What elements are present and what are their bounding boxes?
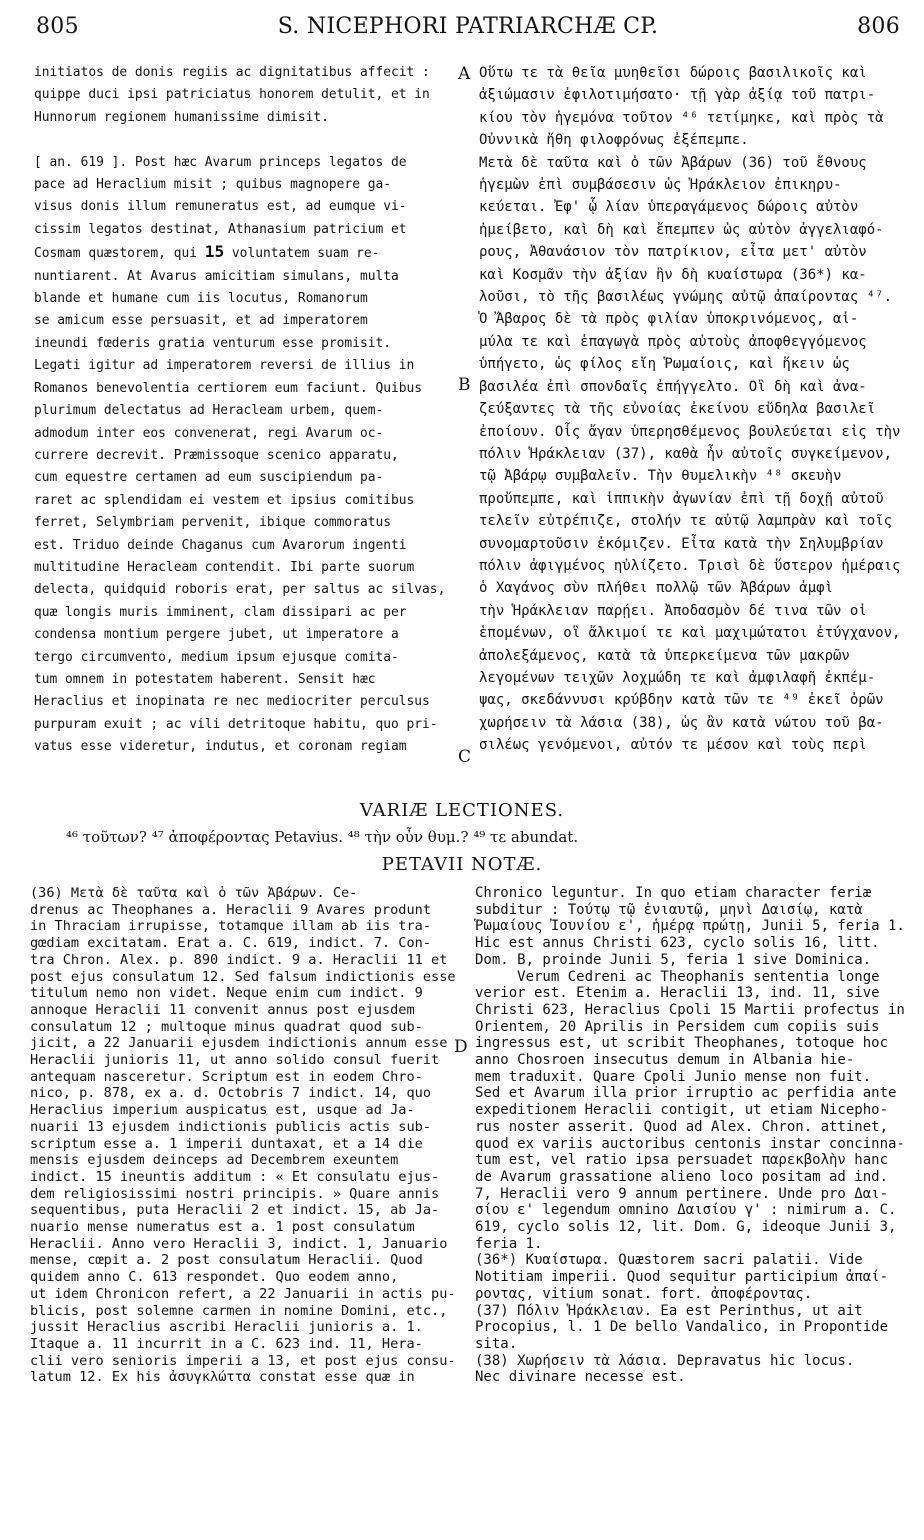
notes-right-column: Chronico leguntur. In quo etiam character feriæ subditur : Τούτῳ τῷ ἐνιαυτῷ, μηνὶ Δαισίῳ, κατὰ Ῥωμαίους Ἰουνίου ε', ἡμέρᾳ πρώτῃ, Junii 5, feria 1. Hic est annus Christi 623, cyclo solis 16, litt. Dom. B, proinde Junii 5, feria 1 sive Dominica. Verum Cedreni ac Theophanis sententia longe verior est. Etenim a. Heraclii 13, ind. 11, sive Christi 623, Heraclius Cpoli 15 Martii profectus in Orientem, 20 Aprilis in Persidem cum copiis suis ingressus est, ut scribit Theophanes, totoque hoc anno Chosroen insecutus demum in Albania hie- mem traduxit. Quare Cpoli Junio mense non fuit. Sed et Avarum illa prior irruptio ac perfidia ante expeditionem Heraclii contigit, ut etiam Nicepho- rus noster asserit. Quod ad Alex. Chron. attinet, quod ex variis auctoribus centonis instar concinna- tum est, vel ratio ipsa persuadet παρεκβολὴν hanc de Avarum grassatione alieno loco positam ad ind. 7, Heraclii vero 9 annum pertinere. Unde pro Δαι- σίου ε' legendum omnino Δαισίου γ' : nimirum a. C. 619, cyclo solis 12, lit. Dom. G, ideoque Junii 3, feria 1. (36*) Κυαίστωρα. Quæstorem sacri palatii. Vide Notitiam imperii. Quod sequitur participium ἀπαί- ροντας, vitium sonat. fort. ἀποφέροντας. (37) Πόλιν Ἡράκλειαν. Ea est Perinthus, ut ait Procopius, l. 1 De bello Vandalico, in Propontide sita. (38) Χωρήσειν τὰ λάσια. Depravatus hic locus. Nec divinare necesse est.	[475, 885, 905, 1386]
variae-lectiones: ⁴⁶ τοῦτων? ⁴⁷ ἀποφέροντας Petavius. ⁴⁸ τὴν οὖν θυμ.? ⁴⁹ τε abundat.	[66, 828, 579, 846]
running-title: S. NICEPHORI PATRIARCHÆ CP.	[277, 14, 659, 39]
latin-column: initiatos de donis regiis ac dignitatibus affecit : quippe duci ipsi patriciatus honorem detulit, et in Hunnorum regionem humanissime dimisit. [ an. 619 ]. Post hæc Avarum princeps legatos de pace ad Heraclium misit ; quibus magnopere ga- visus donis illum remuneratus est, ad eumque vi- cissim legatos destinat, Athanasium patricium et Cosmam quæstorem, qui 15 voluntatem suam re- nuntiarent. At Avarus amicitiam simulans, multa blande et humane cum iis locutus, Romanorum se amicum esse persuasit, et ad imperatorem ineundi fœderis gratia venturum esse promisit. Legati igitur ad imperatorem reversi de illius in Romanos benevolentia certiorem eum faciunt. Quibus plurimum delectatus ad Heracleam urbem, quem- admodum inter eos convenerat, regi Avarum oc- currere decrevit. Præmissoque scenico apparatu, cum equestre certamen ad eum suscipiendum pa- raret ac splendidam ei vestem et ipsius comitibus ferret, Selymbriam pervenit, ibique commoratus est. Triduo deinde Chaganus cum Avarorum ingenti multitudine Heracleam contendit. Ibi parte suorum delecta, quidquid roboris erat, per saltus ac silvas, quæ longis muris imminent, clam dissipari ac per condensa montium pergere jubet, ut imperatore a tergo circumvento, medium ipsum ejusque comita- tum omnem in potestatem haberent. Sensit hæc Heraclius et inopinata re nec mediocriter perculsus purpuram exuit ; ac vili detritoque habitu, quo pri- vatus esse videretur, indutus, et coronam regiam	[34, 65, 446, 755]
variae-heading: VARIÆ LECTIONES.	[359, 800, 565, 821]
greek-column: Οὕτω τε τὰ θεῖα μυηθεῖσι δώροις βασιλικοῖς καὶ ἀξιώμασιν ἐφιλοτιμήσατο· τῇ γὰρ ἀξίᾳ τοῦ πατρι- κίου τὸν ἡγεμόνα τοῦτον ⁴⁶ τετίμηκε, καὶ πρὸς τὰ Οὐννικὰ ἤθη φιλοφρόνως ἐξέπεμπε. Μετὰ δὲ ταῦτα καὶ ὁ τῶν Ἀβάρων (36) τοῦ ἔθνους ἡγεμὼν ἐπὶ συμβάσεσιν ὡς Ἡράκλειον ἐπικηρυ- κεύεται. Ἐφ' ᾧ λίαν ὑπεραγάμενος δώροις αὐτὸν ἠμείβετο, καὶ δὴ καὶ ἔπεμπεν ὡς αὐτὸν ἀγγελιαφό- ρους, Ἀθανάσιον τὸν πατρίκιον, εἶτα μετ' αὐτὸν καὶ Κοσμᾶν τὴν ἀξίαν ἣν δὴ κυαίστωρα (36*) κα- λοῦσι, τὸ τῆς βασιλέως γνώμης αὐτῷ ἀπαίροντας ⁴⁷. Ὁ Ἄβαρος δὲ τὰ πρὸς φιλίαν ὑποκρινόμενος, αἱ- μύλα τε καὶ ἐπαγωγὰ πρὸς αὐτοὺς ἀποφθεγγόμενος ὑπήγετο, ὡς φίλος εἴη Ῥωμαίοις, καὶ ἥκειν ὡς βασιλέα ἐπὶ σπονδαῖς ἐπήγγελτο. Οἳ δὴ καὶ ἀνα- ζεύξαντες τὰ τῆς εὐνοίας ἐκείνου εὔδηλα βασιλεῖ ἐποίουν. Οἷς ἄγαν ὑπερησθέμενος βουλεύεται εἰς τὴν πόλιν Ἡράκλειαν (37), καθὰ ἦν αὐτοῖς συγκείμενον, τῷ Ἀβάρῳ συμβαλεῖν. Τὴν θυμελικὴν ⁴⁸ σκευὴν προὔπεμπε, καὶ ἱππικὴν ἀγωνίαν ἐπὶ τῇ δοχῇ αὐτοῦ τελεῖν εὐτρέπιζε, στολήν τε αὐτῷ λαμπρὰν καὶ τοῖς συνομαρτοῦσιν ἐκόμιζεν. Εἶτα κατὰ τὴν Σηλυμβρίαν πόλιν ἀφιγμένος ηὐλίζετο. Τρισὶ δὲ ὕστερον ἡμέραις ὁ Χαγάνος σὺν πλήθει πολλῷ τῶν Ἀβάρων ἀμφὶ τὴν Ἡράκλειαν παρῄει. Ἀποδασμὸν δέ τινα τῶν οἱ ἑπομένων, οἳ ἄλκιμοί τε καὶ μαχιμώτατοι ἐτύγχανον, ἀπολεξάμενος, κατὰ τὰ ὑπερκείμενα τῶν μακρῶν λεγομένων τειχῶν λοχμώδη τε καὶ ἀμφιλαφῆ ἐκπέμ- ψας, σκεδάννυσι κρύβδην κατὰ τῶν τε ⁴⁹ ἐκεῖ ὀρῶν χωρήσειν τὰ λάσια (38), ὡς ἂν κατὰ νώτου τοῦ βα- σιλέως γενόμενοι, αὐτόν τε μέσον καὶ τοὺς περὶ	[479, 65, 901, 754]
margin-letter-d: D	[454, 1037, 468, 1057]
running-header	[36, 14, 900, 54]
margin-letter-a: A	[458, 64, 471, 84]
notes-left-column: (36) Μετὰ δὲ ταῦτα καὶ ὁ τῶν Ἀβάρων. Ce- drenus ac Theophanes a. Heraclii 9 Avares produnt in Thraciam irrupisse, totamque illam ab iis tra- gœdiam excitatam. Erat a. C. 619, indict. 7. Con- tra Chron. Alex. p. 890 indict. 9 a. Heraclii 11 et post ejus consulatum 12. Sed falsum indictionis esse titulum nemo non videt. Neque enim cum indict. 9 annoque Heraclii 11 convenit annus post ejusdem consulatum 12 ; multoque minus quadrat quod sub- jicit, a 22 Januarii ejusdem indictionis annum esse Heraclii junioris 11, ut anno solido consul fuerit antequam nasceretur. Scriptum est in eodem Chro- nico, p. 878, ex a. d. Octobris 7 indict. 14, quo Heraclius imperium auspicatus est, usque ad Ja- nuarii 13 ejusdem indictionis publicis actis sub- scriptum esse a. 1 imperii duntaxat, et a 14 die mensis ejusdem deinceps ad Decembrem exeuntem indict. 15 ineuntis additum : « Et consulatu ejus- dem religiosissimi nostri principis. » Quare annis sequentibus, puta Heraclii 2 et indict. 15, ab Ja- nuario mense numeratus est a. 1 post consulatum Heraclii. Anno vero Heraclii 3, indict. 1, Januario mense, cœpit a. 2 post consulatum Heraclii. Quod quidem anno C. 613 respondet. Quo eodem anno, ut idem Chronicon refert, a 22 Januarii in actis pu- blicis, post solemne carmen in nomine Domini, etc., jussit Heraclius ascribi Heraclii junioris a. 1. Itaque a. 11 incurrit in a C. 623 ind. 11, Hera- clii vero senioris imperii a 13, et post ejus consu- latum 12. Ex his ἀσυγκλώττα constat esse quæ in	[30, 885, 456, 1386]
notae-heading: PETAVII NOTÆ.	[381, 854, 543, 875]
margin-letter-c: C	[458, 747, 472, 767]
right-page-number: 806	[857, 14, 900, 39]
margin-line-number: 15	[204, 242, 225, 262]
margin-letter-b: B	[458, 375, 471, 395]
left-page-number: 805	[36, 14, 79, 39]
